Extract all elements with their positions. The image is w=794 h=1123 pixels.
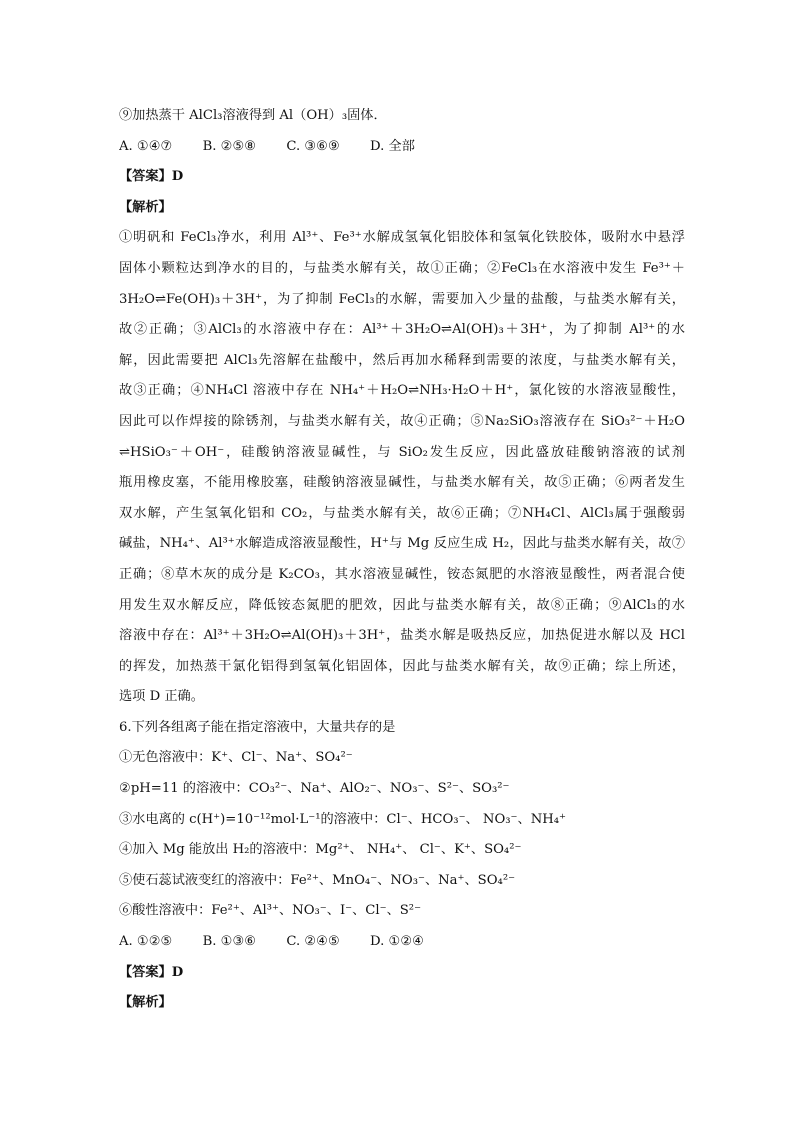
option-c: C. ②④⑤ xyxy=(286,934,340,950)
question6-item: ③水电离的 c(H⁺)=10⁻¹²mol·L⁻¹的溶液中：Cl⁻、HCO₃⁻、 NO₃⁻、NH₄⁺ xyxy=(119,811,566,827)
question6-item: ⑤使石蕊试液变红的溶液中：Fe²⁺、MnO₄⁻、NO₃⁻、Na⁺、SO₄²⁻ xyxy=(119,872,516,888)
analysis-line: 的挥发，加热蒸干氯化铝得到氢氧化铝固体，因此与盐类水解有关，故⑨正确；综上所述， xyxy=(119,658,685,674)
option-c: C. ③⑥⑨ xyxy=(286,138,340,154)
question6-item: ②pH=11 的溶液中：CO₃²⁻、Na⁺、AlO₂⁻、NO₃⁻、S²⁻、SO₃²⁻ xyxy=(119,781,510,797)
question6-answer: 【答案】D xyxy=(119,964,184,980)
option-d: D. 全部 xyxy=(370,138,415,154)
page-content xyxy=(119,101,685,1019)
analysis-line: 3H₂O⇌Fe(OH)₃＋3H⁺，为了抑制 FeCl₃的水解，需要加入少量的盐酸，与盐类水解有关， xyxy=(119,291,685,307)
question5-analysis-title: 【解析】 xyxy=(119,199,172,215)
analysis-line: 碱盐，NH₄⁺、Al³⁺水解造成溶液显酸性，H⁺与 Mg 反应生成 H₂，因此与盐类水解有关，故⑦ xyxy=(119,536,685,552)
analysis-line: 瓶用橡皮塞，不能用橡胶塞，硅酸钠溶液显碱性，与盐类水解有关，故⑤正确；⑥两者发生 xyxy=(119,475,685,491)
option-a: A. ①④⑦ xyxy=(119,138,173,154)
question6-item: ①无色溶液中：K⁺、Cl⁻、Na⁺、SO₄²⁻ xyxy=(119,750,353,766)
question5-item9: ⑨加热蒸干 AlCl₃溶液得到 Al（OH）₃固体． xyxy=(119,108,387,123)
analysis-line: ①明矾和 FeCl₃净水，利用 Al³⁺、Fe³⁺水解成氢氧化铝胶体和氢氧化铁胶体，吸附水中悬浮 xyxy=(119,230,685,246)
option-b: B. ①③⑥ xyxy=(202,934,257,950)
analysis-line: 溶液中存在：Al³⁺＋3H₂O⇌Al(OH)₃＋3H⁺，盐类水解是吸热反应，加热促进水解以及 HCl xyxy=(119,628,685,644)
question6-item: ⑥酸性溶液中：Fe²⁺、Al³⁺、NO₃⁻、I⁻、Cl⁻、S²⁻ xyxy=(119,903,422,919)
analysis-line: 因此可以作焊接的除锈剂，与盐类水解有关，故④正确；⑤Na₂SiO₃溶液存在 SiO₃²⁻＋H₂O xyxy=(119,413,685,429)
analysis-line: 故②正确；③AlCl₃的水溶液中存在：Al³⁺＋3H₂O⇌Al(OH)₃＋3H⁺，为了抑制 Al³⁺的水 xyxy=(119,322,685,338)
analysis-line: 故③正确；④NH₄Cl 溶液中存在 NH₄⁺＋H₂O⇌NH₃·H₂O＋H⁺，氯化铵的水溶液显酸性， xyxy=(119,383,685,399)
question5-options xyxy=(119,132,685,163)
analysis-line: 固体小颗粒达到净水的目的，与盐类水解有关，故①正确；②FeCl₃在水溶液中发生 Fe³⁺＋ xyxy=(119,260,685,276)
analysis-line: 解，因此需要把 AlCl₃先溶解在盐酸中，然后再加水稀释到需要的浓度，与盐类水解有关， xyxy=(119,352,685,368)
option-d: D. ①②④ xyxy=(370,934,424,950)
analysis-line: 双水解，产生氢氧化铝和 CO₂，与盐类水解有关，故⑥正确；⑦NH₄Cl、AlCl₃属于强酸弱 xyxy=(119,505,685,521)
question6-item: ④加入 Mg 能放出 H₂的溶液中：Mg²⁺、 NH₄⁺、 Cl⁻、K⁺、SO₄²⁻ xyxy=(119,842,522,858)
option-a: A. ①②⑤ xyxy=(119,934,173,950)
question6-options xyxy=(119,927,685,958)
question6-analysis-title: 【解析】 xyxy=(119,995,172,1011)
question5-answer: 【答案】D xyxy=(119,169,184,185)
analysis-line: 用发生双水解反应，降低铵态氮肥的肥效，因此与盐类水解有关，故⑧正确；⑨AlCl₃的水 xyxy=(119,597,685,613)
analysis-line: ⇌HSiO₃⁻＋OH⁻，硅酸钠溶液显碱性，与 SiO₂发生反应，因此盛放硅酸钠溶液的试剂 xyxy=(119,444,685,460)
analysis-line: 选项 D 正确。 xyxy=(119,689,204,705)
analysis-line: 正确；⑧草木灰的成分是 K₂CO₃，其水溶液显碱性，铵态氮肥的水溶液显酸性，两者混合使 xyxy=(119,566,685,582)
option-b: B. ②⑤⑧ xyxy=(202,138,257,154)
question6-stem: 6.下列各组离子能在指定溶液中，大量共存的是 xyxy=(119,719,396,735)
